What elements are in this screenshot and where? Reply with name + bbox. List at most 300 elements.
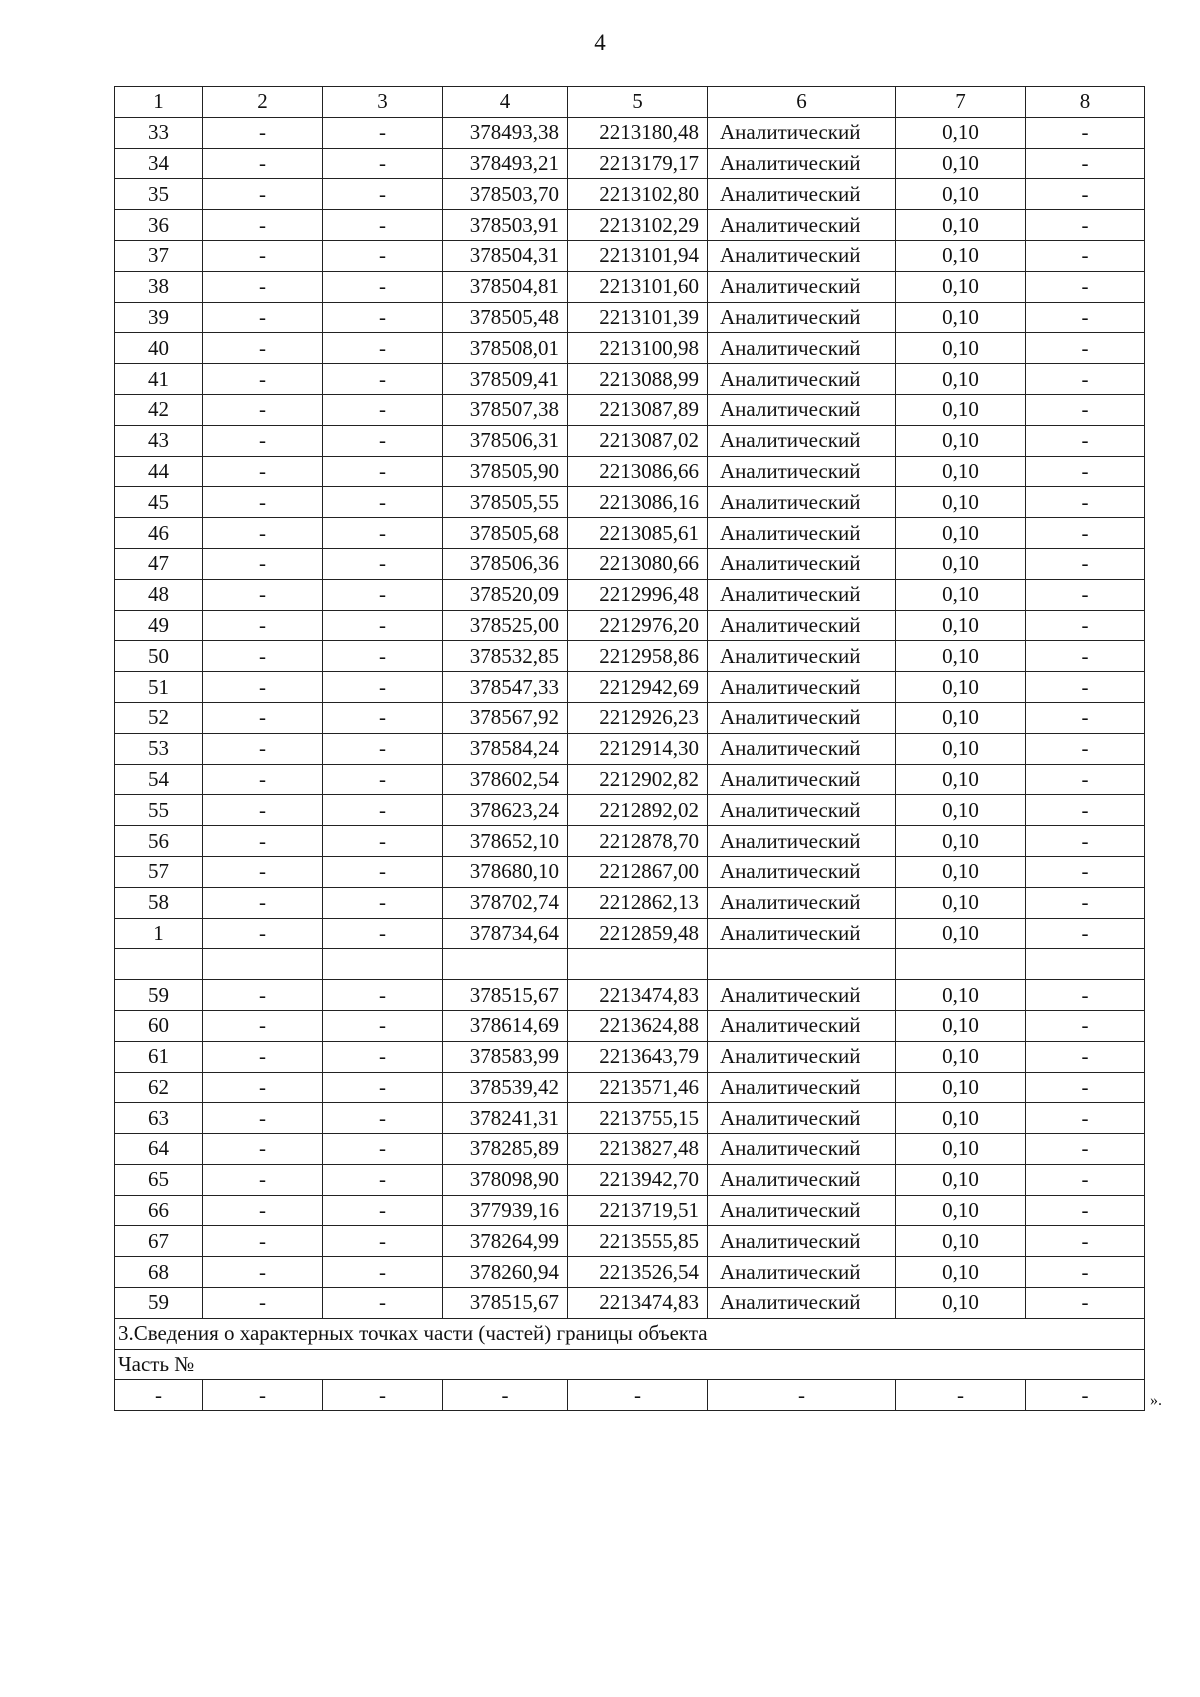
cell-col-4: 378505,90 bbox=[443, 456, 568, 487]
cell-col-7: 0,10 bbox=[896, 1195, 1026, 1226]
table-row bbox=[115, 764, 1145, 795]
cell-col-7: 0,10 bbox=[896, 980, 1026, 1011]
cell-col-1: 37 bbox=[115, 240, 203, 271]
part-label: Часть № bbox=[115, 1349, 1145, 1380]
cell-col-8: - bbox=[1026, 610, 1145, 641]
cell-col-3: - bbox=[323, 456, 443, 487]
cell-col-7: 0,10 bbox=[896, 764, 1026, 795]
cell-col-2: - bbox=[203, 918, 323, 949]
cell-col-5: 2212862,13 bbox=[568, 887, 708, 918]
cell-col-5: 2212859,48 bbox=[568, 918, 708, 949]
cell-col-2: - bbox=[203, 518, 323, 549]
closing-quote: ». bbox=[1150, 1392, 1162, 1409]
cell-col-6: Аналитический bbox=[708, 240, 896, 271]
cell-col-2 bbox=[203, 949, 323, 980]
cell-col-2: - bbox=[203, 364, 323, 395]
cell-col-2: - bbox=[203, 795, 323, 826]
cell-col-3: - bbox=[323, 1288, 443, 1319]
table-row bbox=[115, 518, 1145, 549]
cell-col-4: 378539,42 bbox=[443, 1072, 568, 1103]
cell-col-3: - bbox=[323, 887, 443, 918]
cell-col-6: Аналитический bbox=[708, 364, 896, 395]
cell-col-2: - bbox=[203, 425, 323, 456]
cell-col-6: Аналитический bbox=[708, 1041, 896, 1072]
cell-col-8: - bbox=[1026, 856, 1145, 887]
cell-col-1: 55 bbox=[115, 795, 203, 826]
cell-col-2: - bbox=[203, 271, 323, 302]
cell-col-8: - bbox=[1026, 1257, 1145, 1288]
cell-col-2: - bbox=[203, 672, 323, 703]
cell-col-1: 45 bbox=[115, 487, 203, 518]
cell-col-7: 0,10 bbox=[896, 394, 1026, 425]
cell-col-8: - bbox=[1026, 117, 1145, 148]
cell-col-2: - bbox=[203, 148, 323, 179]
table-row bbox=[115, 179, 1145, 210]
cell-col-8 bbox=[1026, 949, 1145, 980]
cell-col-6: - bbox=[708, 1380, 896, 1411]
cell-col-5: 2213179,17 bbox=[568, 148, 708, 179]
cell-col-5: 2213827,48 bbox=[568, 1134, 708, 1165]
cell-col-8: - bbox=[1026, 210, 1145, 241]
cell-col-8: - bbox=[1026, 702, 1145, 733]
cell-col-1: 1 bbox=[115, 87, 203, 118]
cell-col-3: - bbox=[323, 579, 443, 610]
cell-col-3: - bbox=[323, 610, 443, 641]
cell-col-6: Аналитический bbox=[708, 487, 896, 518]
cell-col-3: - bbox=[323, 179, 443, 210]
cell-col-5: 2212878,70 bbox=[568, 826, 708, 857]
cell-col-5: 2213086,16 bbox=[568, 487, 708, 518]
cell-col-2: - bbox=[203, 1072, 323, 1103]
cell-col-1: 58 bbox=[115, 887, 203, 918]
cell-col-7: 0,10 bbox=[896, 364, 1026, 395]
cell-col-6: Аналитический bbox=[708, 1072, 896, 1103]
table-row bbox=[115, 1134, 1145, 1165]
cell-col-5: 2213086,66 bbox=[568, 456, 708, 487]
cell-col-8: - bbox=[1026, 795, 1145, 826]
cell-col-1: 66 bbox=[115, 1195, 203, 1226]
cell-col-1: 40 bbox=[115, 333, 203, 364]
table-row bbox=[115, 856, 1145, 887]
cell-col-6: Аналитический bbox=[708, 1134, 896, 1165]
cell-col-8: - bbox=[1026, 518, 1145, 549]
cell-col-2: - bbox=[203, 856, 323, 887]
cell-col-4: 378525,00 bbox=[443, 610, 568, 641]
cell-col-5: 2213571,46 bbox=[568, 1072, 708, 1103]
cell-col-8: - bbox=[1026, 826, 1145, 857]
cell-col-1: 67 bbox=[115, 1226, 203, 1257]
cell-col-6: Аналитический bbox=[708, 518, 896, 549]
table-row bbox=[115, 1257, 1145, 1288]
cell-col-3: - bbox=[323, 333, 443, 364]
cell-col-6: Аналитический bbox=[708, 456, 896, 487]
cell-col-1: 47 bbox=[115, 548, 203, 579]
cell-col-7: 0,10 bbox=[896, 918, 1026, 949]
cell-col-4: 378506,31 bbox=[443, 425, 568, 456]
table-row bbox=[115, 641, 1145, 672]
table-row bbox=[115, 610, 1145, 641]
cell-col-2: - bbox=[203, 579, 323, 610]
cell-col-8: - bbox=[1026, 1380, 1145, 1411]
cell-col-1: 65 bbox=[115, 1164, 203, 1195]
table-row bbox=[115, 1010, 1145, 1041]
cell-col-5: 2213719,51 bbox=[568, 1195, 708, 1226]
cell-col-8: - bbox=[1026, 1195, 1145, 1226]
table-row bbox=[115, 702, 1145, 733]
cell-col-4: 378508,01 bbox=[443, 333, 568, 364]
table-row bbox=[115, 394, 1145, 425]
table-row bbox=[115, 918, 1145, 949]
cell-col-6: Аналитический bbox=[708, 1103, 896, 1134]
cell-col-6: Аналитический bbox=[708, 795, 896, 826]
cell-col-5: 2213624,88 bbox=[568, 1010, 708, 1041]
cell-col-6: Аналитический bbox=[708, 394, 896, 425]
cell-col-2: - bbox=[203, 487, 323, 518]
cell-col-3: - bbox=[323, 1226, 443, 1257]
cell-col-6: Аналитический bbox=[708, 702, 896, 733]
cell-col-2: - bbox=[203, 117, 323, 148]
cell-col-6: Аналитический bbox=[708, 117, 896, 148]
cell-col-2: - bbox=[203, 764, 323, 795]
cell-col-4: 378285,89 bbox=[443, 1134, 568, 1165]
cell-col-8: - bbox=[1026, 548, 1145, 579]
cell-col-1: 48 bbox=[115, 579, 203, 610]
cell-col-1: 49 bbox=[115, 610, 203, 641]
cell-col-6: Аналитический bbox=[708, 980, 896, 1011]
cell-col-7: 0,10 bbox=[896, 795, 1026, 826]
table-row bbox=[115, 240, 1145, 271]
cell-col-7: 0,10 bbox=[896, 487, 1026, 518]
cell-col-3: - bbox=[323, 394, 443, 425]
cell-col-8: - bbox=[1026, 1010, 1145, 1041]
cell-col-1: 61 bbox=[115, 1041, 203, 1072]
cell-col-3: - bbox=[323, 1072, 443, 1103]
cell-col-5: 2213080,66 bbox=[568, 548, 708, 579]
cell-col-1: 57 bbox=[115, 856, 203, 887]
cell-col-5: 2212902,82 bbox=[568, 764, 708, 795]
cell-col-4 bbox=[443, 949, 568, 980]
part-label-row bbox=[115, 1349, 1145, 1380]
cell-col-7: 0,10 bbox=[896, 610, 1026, 641]
cell-col-3: - bbox=[323, 548, 443, 579]
cell-col-1: 39 bbox=[115, 302, 203, 333]
cell-col-6: Аналитический bbox=[708, 610, 896, 641]
cell-col-4: 378680,10 bbox=[443, 856, 568, 887]
cell-col-8: 8 bbox=[1026, 87, 1145, 118]
cell-col-2: - bbox=[203, 887, 323, 918]
table-row bbox=[115, 887, 1145, 918]
cell-col-5: 2213526,54 bbox=[568, 1257, 708, 1288]
cell-col-2: - bbox=[203, 1134, 323, 1165]
cell-col-5: 2213085,61 bbox=[568, 518, 708, 549]
cell-col-2: - bbox=[203, 1164, 323, 1195]
cell-col-7: 0,10 bbox=[896, 702, 1026, 733]
cell-col-1 bbox=[115, 949, 203, 980]
cell-col-1: 50 bbox=[115, 641, 203, 672]
cell-col-1: 41 bbox=[115, 364, 203, 395]
table-row bbox=[115, 1041, 1145, 1072]
cell-col-5: 2213100,98 bbox=[568, 333, 708, 364]
cell-col-6: Аналитический bbox=[708, 1257, 896, 1288]
cell-col-4: 378515,67 bbox=[443, 980, 568, 1011]
cell-col-2: - bbox=[203, 980, 323, 1011]
cell-col-2: - bbox=[203, 702, 323, 733]
cell-col-3: - bbox=[323, 1257, 443, 1288]
cell-col-6: Аналитический bbox=[708, 826, 896, 857]
cell-col-2: - bbox=[203, 610, 323, 641]
cell-col-4: 378493,21 bbox=[443, 148, 568, 179]
cell-col-3: - bbox=[323, 1103, 443, 1134]
cell-col-2: - bbox=[203, 1380, 323, 1411]
table-row bbox=[115, 302, 1145, 333]
cell-col-2: - bbox=[203, 1010, 323, 1041]
cell-col-3: - bbox=[323, 364, 443, 395]
cell-col-4: 378504,31 bbox=[443, 240, 568, 271]
section-title-row bbox=[115, 1318, 1145, 1349]
cell-col-6: Аналитический bbox=[708, 179, 896, 210]
cell-col-8: - bbox=[1026, 302, 1145, 333]
table-row bbox=[115, 980, 1145, 1011]
cell-col-6: Аналитический bbox=[708, 1226, 896, 1257]
cell-col-7: 0,10 bbox=[896, 456, 1026, 487]
cell-col-6: Аналитический bbox=[708, 1164, 896, 1195]
cell-col-3: - bbox=[323, 1134, 443, 1165]
cell-col-8: - bbox=[1026, 918, 1145, 949]
cell-col-7: 0,10 bbox=[896, 148, 1026, 179]
cell-col-2: - bbox=[203, 240, 323, 271]
cell-col-4: 378623,24 bbox=[443, 795, 568, 826]
cell-col-7: 0,10 bbox=[896, 1288, 1026, 1319]
cell-col-5: 2212892,02 bbox=[568, 795, 708, 826]
cell-col-7: 0,10 bbox=[896, 1010, 1026, 1041]
cell-col-1: 60 bbox=[115, 1010, 203, 1041]
cell-col-4: 377939,16 bbox=[443, 1195, 568, 1226]
table-row bbox=[115, 826, 1145, 857]
cell-col-7: 0,10 bbox=[896, 1164, 1026, 1195]
cell-col-2: - bbox=[203, 456, 323, 487]
table-row bbox=[115, 1288, 1145, 1319]
cell-col-5: 2213942,70 bbox=[568, 1164, 708, 1195]
cell-col-6: Аналитический bbox=[708, 148, 896, 179]
cell-col-7: 0,10 bbox=[896, 826, 1026, 857]
cell-col-7 bbox=[896, 949, 1026, 980]
cell-col-6: 6 bbox=[708, 87, 896, 118]
cell-col-6: Аналитический bbox=[708, 1010, 896, 1041]
cell-col-7: 0,10 bbox=[896, 641, 1026, 672]
cell-col-4: 378602,54 bbox=[443, 764, 568, 795]
cell-col-5: 2213555,85 bbox=[568, 1226, 708, 1257]
cell-col-3: - bbox=[323, 672, 443, 703]
cell-col-7: 0,10 bbox=[896, 302, 1026, 333]
cell-col-8: - bbox=[1026, 641, 1145, 672]
cell-col-7: 0,10 bbox=[896, 1103, 1026, 1134]
table-row bbox=[115, 733, 1145, 764]
cell-col-4: 378503,70 bbox=[443, 179, 568, 210]
cell-col-8: - bbox=[1026, 887, 1145, 918]
cell-col-7: 0,10 bbox=[896, 1257, 1026, 1288]
table-row bbox=[115, 1195, 1145, 1226]
cell-col-8: - bbox=[1026, 425, 1145, 456]
cell-col-4: - bbox=[443, 1380, 568, 1411]
cell-col-5: 2212926,23 bbox=[568, 702, 708, 733]
cell-col-6: Аналитический bbox=[708, 672, 896, 703]
cell-col-5: 2213474,83 bbox=[568, 980, 708, 1011]
cell-col-7: 0,10 bbox=[896, 210, 1026, 241]
cell-col-5: 2213755,15 bbox=[568, 1103, 708, 1134]
table-row bbox=[115, 425, 1145, 456]
cell-col-2: - bbox=[203, 1041, 323, 1072]
cell-col-7: 0,10 bbox=[896, 240, 1026, 271]
cell-col-7: 0,10 bbox=[896, 856, 1026, 887]
cell-col-8: - bbox=[1026, 240, 1145, 271]
table-row bbox=[115, 1226, 1145, 1257]
cell-col-4: 378493,38 bbox=[443, 117, 568, 148]
table-row bbox=[115, 271, 1145, 302]
cell-col-6: Аналитический bbox=[708, 1195, 896, 1226]
cell-col-2: - bbox=[203, 1288, 323, 1319]
cell-col-3 bbox=[323, 949, 443, 980]
cell-col-8: - bbox=[1026, 1134, 1145, 1165]
cell-col-3: - bbox=[323, 702, 443, 733]
cell-col-1: 46 bbox=[115, 518, 203, 549]
cell-col-7: 0,10 bbox=[896, 271, 1026, 302]
cell-col-2: - bbox=[203, 1257, 323, 1288]
cell-col-8: - bbox=[1026, 1164, 1145, 1195]
cell-col-3: - bbox=[323, 826, 443, 857]
cell-col-1: 64 bbox=[115, 1134, 203, 1165]
cell-col-1: 56 bbox=[115, 826, 203, 857]
cell-col-3: - bbox=[323, 980, 443, 1011]
cell-col-2: - bbox=[203, 333, 323, 364]
cell-col-8: - bbox=[1026, 764, 1145, 795]
cell-col-2: - bbox=[203, 1195, 323, 1226]
cell-col-3: - bbox=[323, 518, 443, 549]
cell-col-6: Аналитический bbox=[708, 764, 896, 795]
cell-col-1: 42 bbox=[115, 394, 203, 425]
cell-col-7: 0,10 bbox=[896, 733, 1026, 764]
cell-col-6: Аналитический bbox=[708, 1288, 896, 1319]
cell-col-2: - bbox=[203, 733, 323, 764]
cell-col-1: 33 bbox=[115, 117, 203, 148]
cell-col-5: 2212976,20 bbox=[568, 610, 708, 641]
cell-col-1: 43 bbox=[115, 425, 203, 456]
coordinates-table bbox=[114, 86, 1145, 1411]
cell-col-6: Аналитический bbox=[708, 425, 896, 456]
cell-col-6: Аналитический bbox=[708, 918, 896, 949]
cell-col-4: 378652,10 bbox=[443, 826, 568, 857]
table-row bbox=[115, 117, 1145, 148]
cell-col-7: 7 bbox=[896, 87, 1026, 118]
cell-col-1: 1 bbox=[115, 918, 203, 949]
cell-col-1: 36 bbox=[115, 210, 203, 241]
cell-col-3: - bbox=[323, 641, 443, 672]
cell-col-4: 378515,67 bbox=[443, 1288, 568, 1319]
page-number: 4 bbox=[594, 30, 606, 55]
cell-col-5: 2213102,80 bbox=[568, 179, 708, 210]
cell-col-4: 378506,36 bbox=[443, 548, 568, 579]
cell-col-7: 0,10 bbox=[896, 117, 1026, 148]
cell-col-8: - bbox=[1026, 1072, 1145, 1103]
cell-col-6: Аналитический bbox=[708, 271, 896, 302]
cell-col-1: - bbox=[115, 1380, 203, 1411]
table-row bbox=[115, 210, 1145, 241]
cell-col-3: - bbox=[323, 918, 443, 949]
table-row bbox=[115, 487, 1145, 518]
table-row bbox=[115, 148, 1145, 179]
cell-col-5: 2213101,39 bbox=[568, 302, 708, 333]
table-row bbox=[115, 579, 1145, 610]
cell-col-4: 378567,92 bbox=[443, 702, 568, 733]
cell-col-4: 4 bbox=[443, 87, 568, 118]
table-row bbox=[115, 1072, 1145, 1103]
cell-col-1: 54 bbox=[115, 764, 203, 795]
table-row bbox=[115, 364, 1145, 395]
cell-col-2: 2 bbox=[203, 87, 323, 118]
cell-col-3: - bbox=[323, 148, 443, 179]
cell-col-5: 2213088,99 bbox=[568, 364, 708, 395]
cell-col-6: Аналитический bbox=[708, 641, 896, 672]
cell-col-3: - bbox=[323, 487, 443, 518]
cell-col-4: 378614,69 bbox=[443, 1010, 568, 1041]
cell-col-5: 2213101,60 bbox=[568, 271, 708, 302]
cell-col-1: 68 bbox=[115, 1257, 203, 1288]
cell-col-3: - bbox=[323, 1041, 443, 1072]
cell-col-3: - bbox=[323, 240, 443, 271]
cell-col-5: 2212914,30 bbox=[568, 733, 708, 764]
cell-col-2: - bbox=[203, 826, 323, 857]
cell-col-1: 62 bbox=[115, 1072, 203, 1103]
cell-col-4: 378241,31 bbox=[443, 1103, 568, 1134]
cell-col-8: - bbox=[1026, 980, 1145, 1011]
cell-col-4: 378098,90 bbox=[443, 1164, 568, 1195]
cell-col-6: Аналитический bbox=[708, 210, 896, 241]
cell-col-7: 0,10 bbox=[896, 1134, 1026, 1165]
cell-col-8: - bbox=[1026, 487, 1145, 518]
cell-col-5: 5 bbox=[568, 87, 708, 118]
cell-col-1: 35 bbox=[115, 179, 203, 210]
cell-col-5: 2213180,48 bbox=[568, 117, 708, 148]
cell-col-7: 0,10 bbox=[896, 333, 1026, 364]
cell-col-1: 44 bbox=[115, 456, 203, 487]
cell-col-5: - bbox=[568, 1380, 708, 1411]
cell-col-3: - bbox=[323, 1380, 443, 1411]
cell-col-4: 378702,74 bbox=[443, 887, 568, 918]
table-row bbox=[115, 456, 1145, 487]
cell-col-3: - bbox=[323, 795, 443, 826]
cell-col-3: - bbox=[323, 271, 443, 302]
cell-col-5: 2213101,94 bbox=[568, 240, 708, 271]
cell-col-6: Аналитический bbox=[708, 579, 896, 610]
cell-col-2: - bbox=[203, 1226, 323, 1257]
cell-col-4: 378520,09 bbox=[443, 579, 568, 610]
cell-col-1: 52 bbox=[115, 702, 203, 733]
cell-col-8: - bbox=[1026, 672, 1145, 703]
cell-col-4: 378509,41 bbox=[443, 364, 568, 395]
cell-col-8: - bbox=[1026, 733, 1145, 764]
cell-col-1: 59 bbox=[115, 1288, 203, 1319]
cell-col-4: 378547,33 bbox=[443, 672, 568, 703]
cell-col-4: 378507,38 bbox=[443, 394, 568, 425]
cell-col-7: 0,10 bbox=[896, 1226, 1026, 1257]
cell-col-8: - bbox=[1026, 148, 1145, 179]
cell-col-5: 2213087,02 bbox=[568, 425, 708, 456]
cell-col-4: 378505,48 bbox=[443, 302, 568, 333]
cell-col-8: - bbox=[1026, 1041, 1145, 1072]
cell-col-2: - bbox=[203, 641, 323, 672]
cell-col-6: Аналитический bbox=[708, 887, 896, 918]
cell-col-3: - bbox=[323, 210, 443, 241]
table-row bbox=[115, 672, 1145, 703]
